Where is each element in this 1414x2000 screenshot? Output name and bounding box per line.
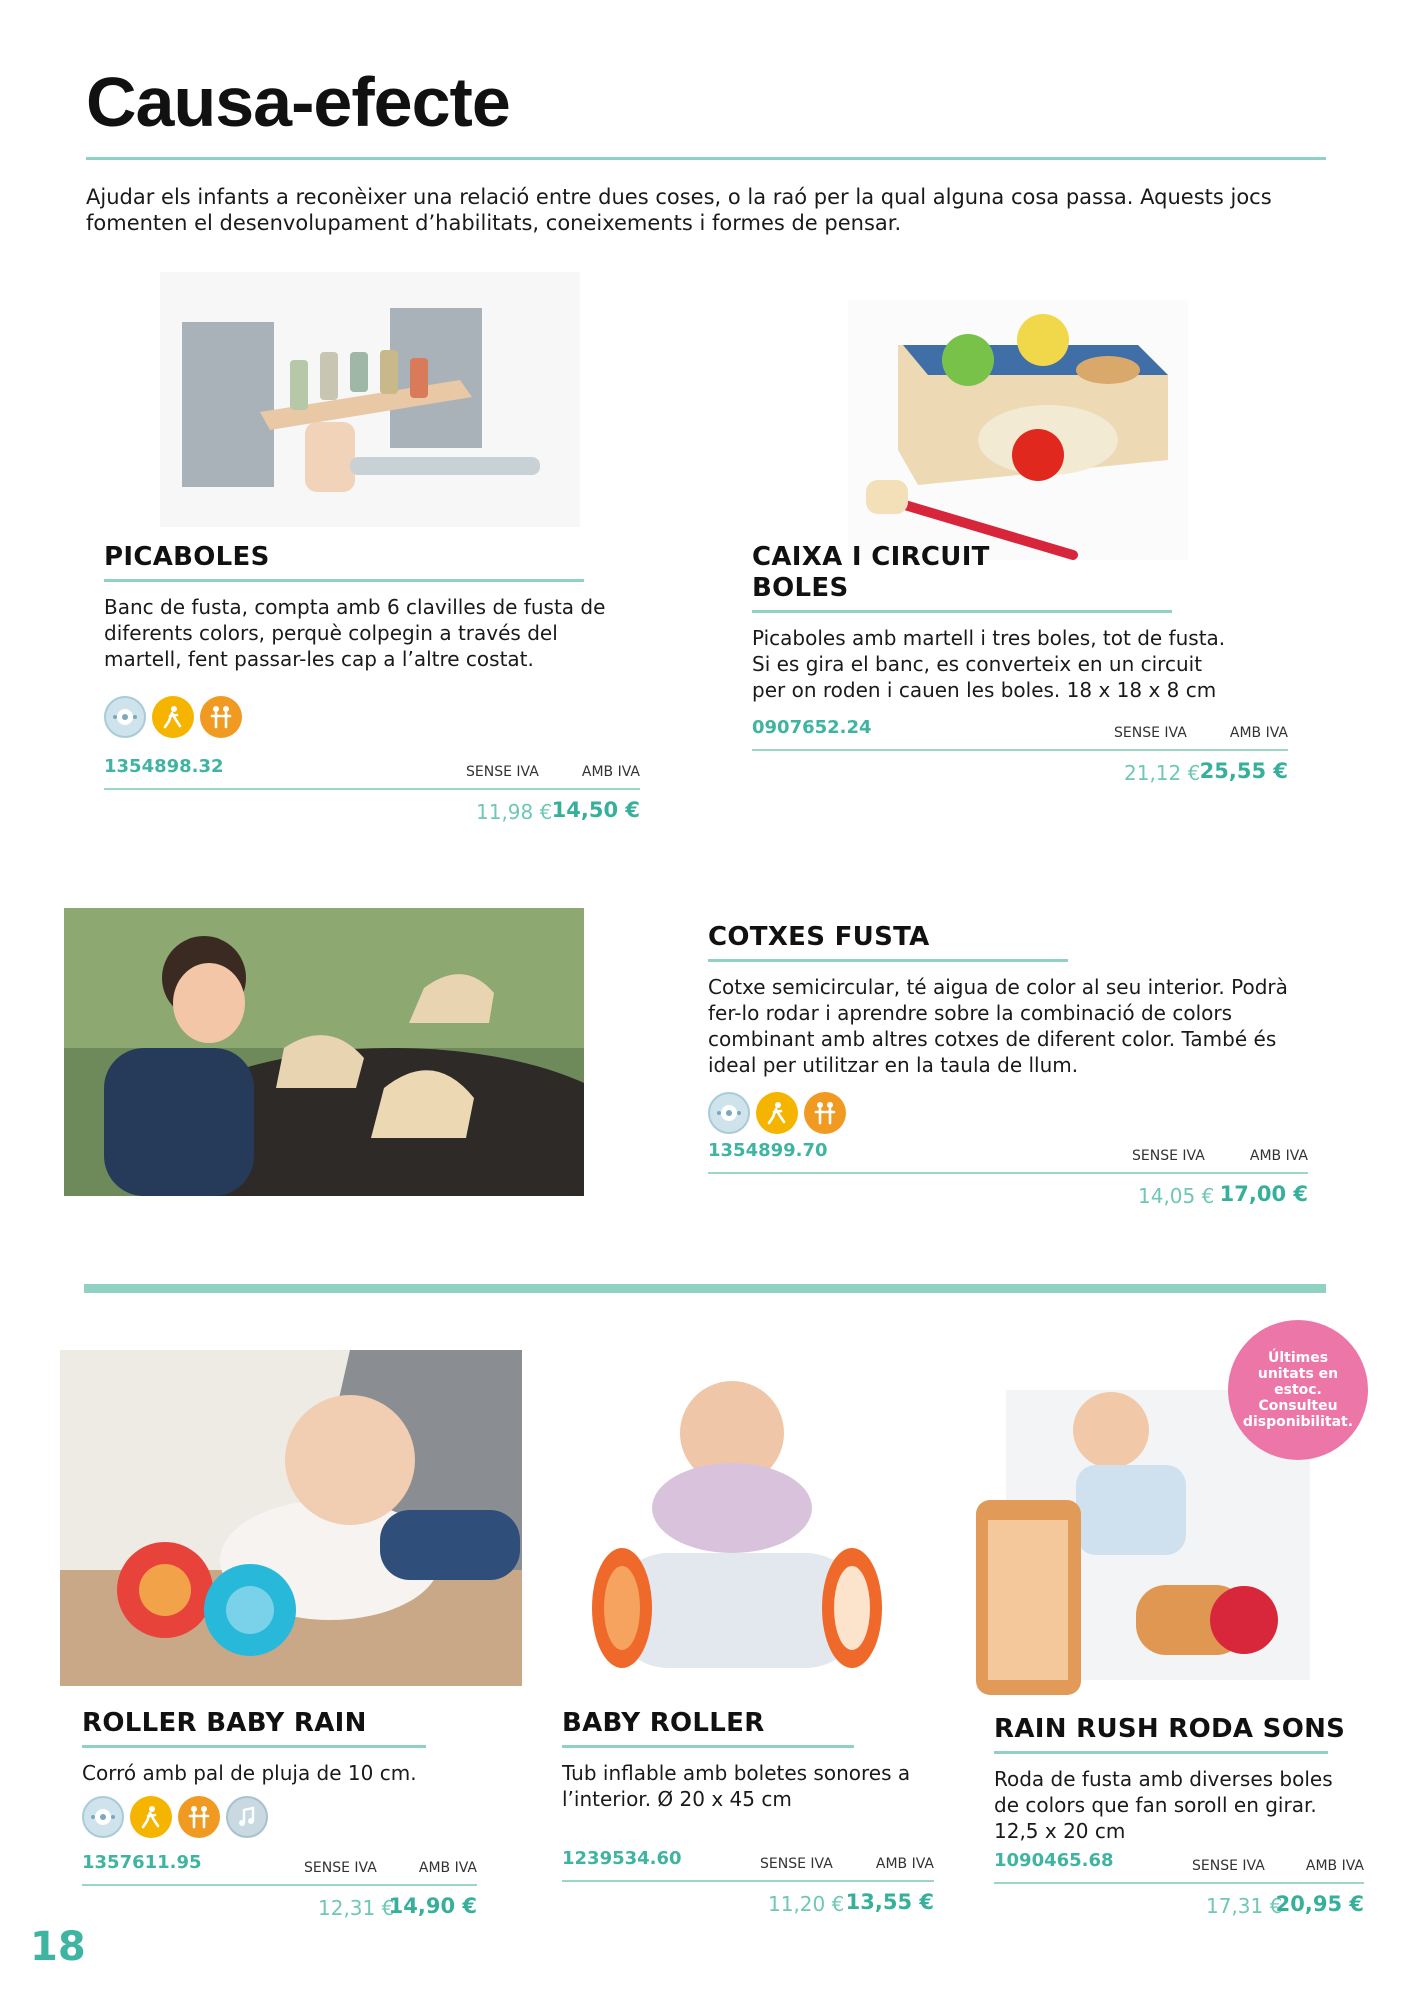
product-divider <box>708 959 1068 962</box>
label-sense-iva: SENSE IVA <box>1132 1148 1205 1164</box>
intro-paragraph: Ajudar els infants a reconèixer una relació entre dues coses, o la raó per la qual alguna cosa passa. Aquests jocs fomenten el desenvolupament d’habilitats, coneixements i formes de pensar. <box>86 185 1272 235</box>
baby-icon <box>104 696 146 738</box>
price-amb-iva: 13,55 € <box>845 1890 934 1914</box>
price-block <box>82 1852 477 1926</box>
caixa-circuit-image <box>848 300 1188 560</box>
label-amb-iva: AMB IVA <box>418 1860 477 1876</box>
product-cotxes-fusta <box>708 922 1328 1214</box>
product-description: Banc de fusta, compta amb 6 clavilles de fusta de diferents colors, perquè colpegin a través del martell, fent passar-les cap a l’altre costat. <box>104 595 606 671</box>
price-divider <box>104 788 640 790</box>
two-children-icon <box>200 696 242 738</box>
product-divider <box>82 1745 426 1748</box>
stock-badge <box>1228 1320 1368 1460</box>
age-icons <box>82 1796 482 1838</box>
price-sense-iva: 17,31 € <box>1206 1894 1283 1918</box>
walking-child-icon <box>152 696 194 738</box>
price-block <box>994 1850 1364 1924</box>
price-divider <box>708 1172 1308 1174</box>
price-sense-iva: 11,98 € <box>476 800 553 824</box>
price-block <box>752 717 1288 791</box>
price-divider <box>82 1884 477 1886</box>
label-amb-iva: AMB IVA <box>1229 725 1288 741</box>
price-amb-iva: 20,95 € <box>1275 1892 1364 1916</box>
product-name: RAIN RUSH RODA SONS <box>994 1714 1346 1744</box>
section-divider <box>84 1284 1326 1293</box>
product-baby-roller <box>562 1708 942 1922</box>
stock-badge-text: Últimes unitats en estoc. Consulteu disponibilitat. <box>1242 1350 1354 1430</box>
product-caixa-circuit-boles <box>752 542 1292 791</box>
product-name: BABY ROLLER <box>562 1708 765 1738</box>
product-description: Roda de fusta amb diverses boles de colors que fan soroll en girar. 12,5 x 20 cm <box>994 1767 1333 1843</box>
product-code: 0907652.24 <box>752 717 872 738</box>
product-picaboles <box>104 542 644 830</box>
price-amb-iva: 17,00 € <box>1219 1182 1308 1206</box>
age-icons <box>708 1092 1328 1134</box>
product-description: Cotxe semicircular, té aigua de color al seu interior. Podrà fer-lo rodar i aprendre sobre la combinació de colors combinant amb altres cotxes de diferent color. També és ideal per utilitzar en la taula de llum. <box>708 975 1288 1077</box>
product-description: Corró amb pal de pluja de 10 cm. <box>82 1761 417 1785</box>
price-block <box>708 1140 1308 1214</box>
page-title: Causa-efecte <box>86 63 510 141</box>
price-sense-iva: 14,05 € <box>1138 1184 1215 1208</box>
price-sense-iva: 11,20 € <box>768 1892 845 1916</box>
price-sense-iva: 21,12 € <box>1124 761 1201 785</box>
age-icons <box>104 696 644 738</box>
product-divider <box>994 1751 1328 1754</box>
product-roller-baby-rain <box>82 1708 482 1926</box>
product-description: Tub inflable amb boletes sonores a l’interior. Ø 20 x 45 cm <box>562 1761 911 1811</box>
product-description: Picaboles amb martell i tres boles, tot de fusta. Si es gira el banc, es converteix en un circuit per on roden i cauen les boles. 18 x 18 x 8 cm <box>752 626 1226 702</box>
price-amb-iva: 25,55 € <box>1199 759 1288 783</box>
product-name: ROLLER BABY RAIN <box>82 1708 367 1738</box>
price-block <box>104 756 640 830</box>
roller-baby-rain-photo <box>60 1350 522 1686</box>
product-name: COTXES FUSTA <box>708 922 930 952</box>
picaboles-image <box>160 272 580 527</box>
product-code: 1354899.70 <box>708 1140 828 1161</box>
product-code: 1354898.32 <box>104 756 224 777</box>
baby-roller-photo <box>562 1358 908 1698</box>
label-sense-iva: SENSE IVA <box>1192 1858 1265 1874</box>
two-children-icon <box>178 1796 220 1838</box>
price-amb-iva: 14,50 € <box>551 798 640 822</box>
label-amb-iva: AMB IVA <box>1249 1148 1308 1164</box>
price-divider <box>562 1880 934 1882</box>
product-rain-rush-roda-sons <box>994 1714 1364 1924</box>
walking-child-icon <box>756 1092 798 1134</box>
product-divider <box>104 579 584 582</box>
title-divider <box>86 157 1326 160</box>
walking-child-icon <box>130 1796 172 1838</box>
cotxes-fusta-photo <box>64 908 584 1196</box>
price-divider <box>994 1882 1364 1884</box>
product-name: CAIXA I CIRCUIT BOLES <box>752 542 990 603</box>
label-amb-iva: AMB IVA <box>581 764 640 780</box>
product-name: PICABOLES <box>104 542 270 572</box>
label-sense-iva: SENSE IVA <box>466 764 539 780</box>
product-code: 1357611.95 <box>82 1852 202 1873</box>
music-icon <box>226 1796 268 1838</box>
label-sense-iva: SENSE IVA <box>1114 725 1187 741</box>
price-amb-iva: 14,90 € <box>388 1894 477 1918</box>
baby-icon <box>708 1092 750 1134</box>
label-sense-iva: SENSE IVA <box>304 1860 377 1876</box>
price-block <box>562 1848 934 1922</box>
product-code: 1239534.60 <box>562 1848 682 1869</box>
baby-icon <box>82 1796 124 1838</box>
label-sense-iva: SENSE IVA <box>760 1856 833 1872</box>
product-code: 1090465.68 <box>994 1850 1114 1871</box>
product-divider <box>752 610 1172 613</box>
product-divider <box>562 1745 854 1748</box>
label-amb-iva: AMB IVA <box>875 1856 934 1872</box>
price-divider <box>752 749 1288 751</box>
page-number: 18 <box>30 1924 86 1970</box>
two-children-icon <box>804 1092 846 1134</box>
price-sense-iva: 12,31 € <box>318 1896 395 1920</box>
label-amb-iva: AMB IVA <box>1305 1858 1364 1874</box>
